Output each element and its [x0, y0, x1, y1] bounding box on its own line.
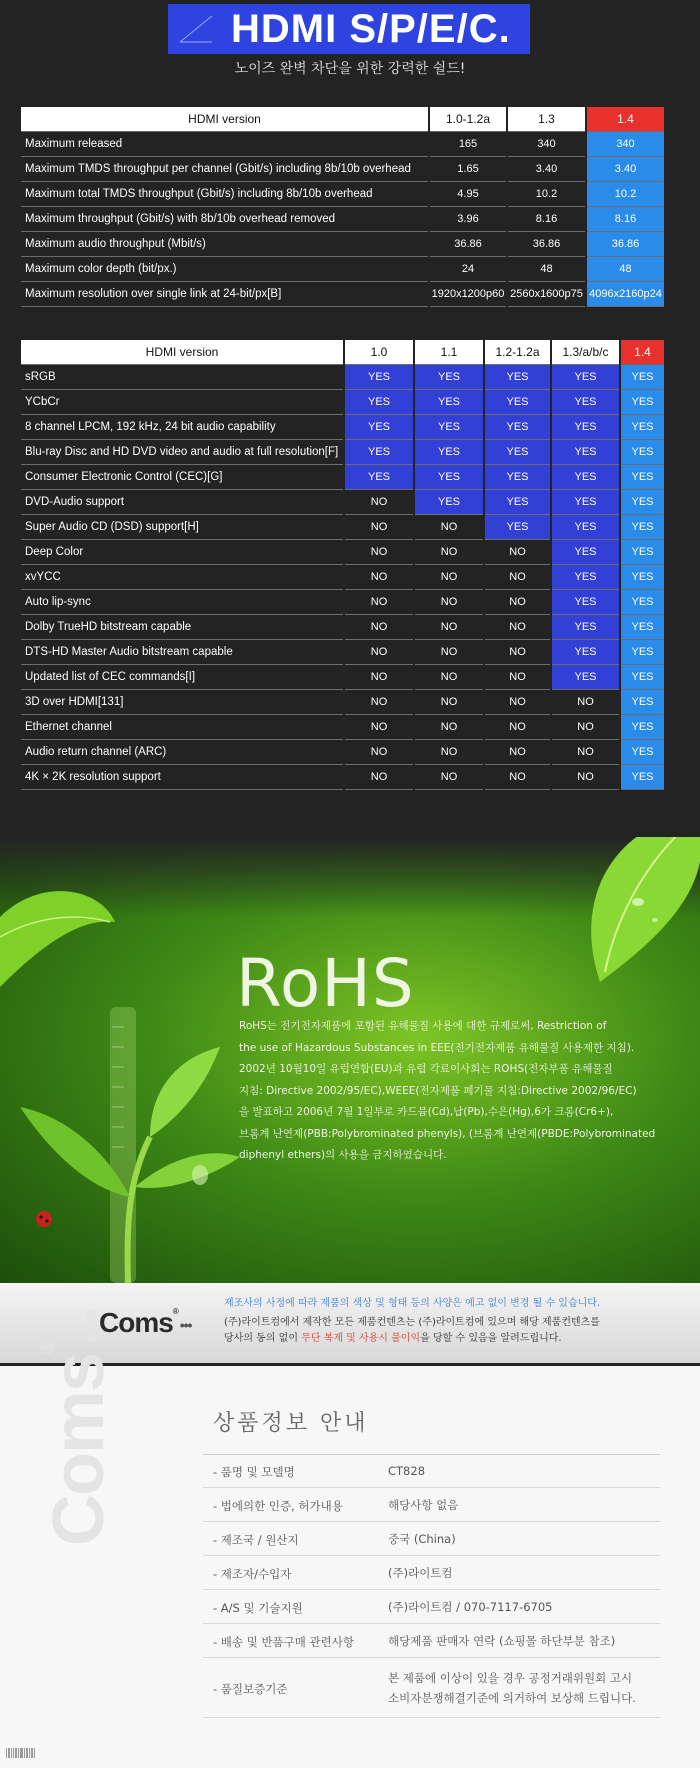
table-cell: NO [344, 739, 414, 764]
table-cell: YES [414, 414, 484, 439]
table-cell: YES [620, 439, 664, 464]
table-cell: YES [620, 539, 664, 564]
table-cell: NO [414, 689, 484, 714]
table-row [21, 714, 664, 739]
table-row [21, 489, 664, 514]
row-label: Deep Color [21, 539, 344, 564]
rohs-title: RoHS [236, 945, 415, 1022]
table-cell: YES [620, 364, 664, 389]
table-header-cell: HDMI version [21, 107, 429, 131]
table-header-cell-highlight: 1.4 [586, 107, 664, 131]
table-row [21, 231, 664, 256]
table-cell: YES [344, 364, 414, 389]
table-header-cell: 1.3 [507, 107, 586, 131]
table-cell: NO [414, 514, 484, 539]
row-label: 4K × 2K resolution support [21, 764, 344, 789]
info-value: CT828 [388, 1464, 426, 1478]
table-row [21, 564, 664, 589]
table-cell: 48 [586, 256, 664, 281]
row-label: 8 channel LPCM, 192 kHz, 24 bit audio capability [21, 414, 344, 439]
table-cell: YES [620, 639, 664, 664]
table-cell: YES [620, 714, 664, 739]
table-cell: NO [414, 564, 484, 589]
table-cell: 340 [586, 131, 664, 156]
table-cell: YES [414, 464, 484, 489]
table-cell: YES [484, 489, 551, 514]
table-row [21, 439, 664, 464]
table-row [21, 639, 664, 664]
table-cell: 10.2 [507, 181, 586, 206]
table-row [21, 689, 664, 714]
table-header-cell: 1.2-1.2a [484, 340, 551, 364]
table-cell: 48 [507, 256, 586, 281]
table-cell: 3.96 [429, 206, 507, 231]
table-cell: YES [551, 389, 620, 414]
info-row [203, 1590, 660, 1624]
table-cell: 10.2 [586, 181, 664, 206]
rohs-line: RoHS는 전기전자제품에 포함된 유해물질 사용에 대한 규제로써, Restriction of [239, 1020, 607, 1032]
table-cell: NO [414, 764, 484, 789]
table-cell: YES [620, 589, 664, 614]
barcode-icon [6, 1748, 36, 1762]
table-cell: 36.86 [586, 231, 664, 256]
watermark-dots: ••• [70, 1310, 111, 1343]
table-header-cell-highlight: 1.4 [620, 340, 664, 364]
table-header-row [21, 107, 664, 131]
table-cell: 1920x1200p60 [429, 281, 507, 306]
table-cell: 1.65 [429, 156, 507, 181]
leaf-top-right-image [560, 837, 700, 992]
row-label: Maximum color depth (bit/px.) [21, 256, 429, 281]
table-cell: NO [484, 564, 551, 589]
info-row [203, 1522, 660, 1556]
table-cell: YES [484, 364, 551, 389]
watermark-text: Coms [39, 1353, 119, 1546]
table-cell: 36.86 [507, 231, 586, 256]
table-cell: NO [344, 564, 414, 589]
table-cell: YES [620, 489, 664, 514]
info-key: - A/S 및 기술지원 [213, 1601, 303, 1615]
table-row [21, 131, 664, 156]
table-cell: NO [484, 664, 551, 689]
table-cell: YES [344, 389, 414, 414]
table-cell: NO [484, 764, 551, 789]
rohs-description [239, 1016, 679, 1167]
table-cell: NO [344, 714, 414, 739]
table-row [21, 764, 664, 789]
table-cell: NO [344, 764, 414, 789]
diagonal-line-icon [178, 14, 214, 44]
table-cell: YES [551, 664, 620, 689]
rohs-line: 을 발표하고 2006년 7월 1일부로 카드뮴(Cd),납(Pb),수은(Hg),6가 크롬(Cr6+), [239, 1106, 614, 1118]
table-cell: YES [551, 639, 620, 664]
info-value: 본 제품에 이상이 있을 경우 공정거래위원회 고시 [388, 1671, 633, 1685]
table-cell: NO [484, 739, 551, 764]
table-cell: YES [551, 539, 620, 564]
table-cell: 24 [429, 256, 507, 281]
table-row [21, 664, 664, 689]
table-row [21, 414, 664, 439]
info-value: (주)라이트컴 / 070-7117-6705 [388, 1600, 553, 1614]
notice-line-2: (주)라이트컴에서 제작한 모든 제품컨텐츠는 (주)라이트컴에 있으며 해당 제품컨텐츠를 [224, 1317, 600, 1328]
table-cell: YES [620, 764, 664, 789]
table-cell: YES [551, 514, 620, 539]
row-label: Maximum throughput (Gbit/s) with 8b/10b overhead removed [21, 206, 429, 231]
info-row [203, 1488, 660, 1522]
info-key: - 제조국 / 원산지 [213, 1533, 299, 1547]
page-title: HDMI S/P/E/C. [231, 7, 511, 51]
table-cell: NO [484, 614, 551, 639]
row-label: xvYCC [21, 564, 344, 589]
table-cell: YES [551, 464, 620, 489]
notice-warning-text: 무단 복제 및 사용시 불이익 [301, 1333, 421, 1344]
table-cell: NO [551, 764, 620, 789]
table-cell: NO [414, 589, 484, 614]
rohs-line: 지침: Directive 2002/95/EC),WEEE(전자제품 폐기물 지침:Directive 2002/96/EC) [239, 1084, 637, 1097]
table-cell: NO [344, 664, 414, 689]
row-label: Maximum audio throughput (Mbit/s) [21, 231, 429, 256]
info-key: - 배송 및 반품구매 관련사항 [213, 1635, 354, 1649]
table-cell: YES [620, 739, 664, 764]
table-cell: 36.86 [429, 231, 507, 256]
table-cell: YES [484, 414, 551, 439]
table-row [21, 281, 664, 306]
info-row [203, 1556, 660, 1590]
row-label: Ethernet channel [21, 714, 344, 739]
header [0, 0, 700, 93]
row-label: Maximum released [21, 131, 429, 156]
info-value: 중국 (China) [388, 1532, 456, 1546]
table-cell: NO [551, 739, 620, 764]
table-row [21, 539, 664, 564]
table-header-cell: 1.0-1.2a [429, 107, 507, 131]
info-key: - 법에의한 인증, 허가내용 [213, 1499, 343, 1513]
title-banner [168, 4, 530, 54]
table-cell: 165 [429, 131, 507, 156]
row-label: Audio return channel (ARC) [21, 739, 344, 764]
row-label: 3D over HDMI[131] [21, 689, 344, 714]
table-cell: NO [414, 539, 484, 564]
rohs-section [0, 837, 700, 1283]
table-cell: 4096x2160p24 [586, 281, 664, 306]
registered-mark: ® [172, 1307, 178, 1316]
table-cell: YES [620, 389, 664, 414]
row-label: Dolby TrueHD bitstream capable [21, 614, 344, 639]
coms-logo-text: Coms [99, 1307, 173, 1338]
info-value: 소비자분쟁해결기준에 의거하여 보상해 드립니다. [388, 1691, 636, 1705]
row-label: Maximum TMDS throughput per channel (Gbit/s) including 8b/10b overhead [21, 156, 429, 181]
table-cell: 8.16 [586, 206, 664, 231]
table-cell: YES [551, 414, 620, 439]
info-row [203, 1624, 660, 1658]
hdmi-feature-table [21, 340, 664, 790]
table-cell: NO [551, 689, 620, 714]
table-cell: NO [344, 589, 414, 614]
table-row [21, 514, 664, 539]
table-cell: 3.40 [507, 156, 586, 181]
notice-line-1: 제조사의 사정에 따라 제품의 색상 및 형태 등의 사양은 예고 없이 변경 될 수 있습니다. [224, 1298, 601, 1309]
table-cell: NO [414, 664, 484, 689]
rohs-line: 2002년 10월10일 유럽연합(EU)과 유럽 각료이사회는 ROHS(전자부품 유해물질 [239, 1063, 613, 1075]
table-cell: NO [344, 539, 414, 564]
table-cell: YES [551, 564, 620, 589]
table-cell: NO [344, 639, 414, 664]
table-cell: 3.40 [586, 156, 664, 181]
logo-dots: ••• [179, 1316, 192, 1333]
table-row [21, 364, 664, 389]
table-cell: NO [484, 639, 551, 664]
table-row [21, 389, 664, 414]
row-label: Maximum resolution over single link at 24-bit/px[B] [21, 281, 429, 306]
table-cell: YES [484, 439, 551, 464]
table-cell: YES [551, 364, 620, 389]
table-cell: NO [484, 714, 551, 739]
table-cell: NO [484, 539, 551, 564]
table-cell: YES [344, 414, 414, 439]
table-cell: YES [344, 464, 414, 489]
table-cell: YES [620, 664, 664, 689]
row-label: DVD-Audio support [21, 489, 344, 514]
table-row [21, 739, 664, 764]
table-cell: 2560x1600p75 [507, 281, 586, 306]
rohs-line: the use of Hazardous Substances in EEE(전기전자제품 유해물질 사용제한 지침). [239, 1041, 635, 1054]
product-info-heading: 상품정보 안내 [213, 1411, 369, 1436]
table-cell: YES [551, 439, 620, 464]
row-label: YCbCr [21, 389, 344, 414]
table-cell: NO [414, 614, 484, 639]
table-cell: YES [620, 514, 664, 539]
table-cell: YES [414, 439, 484, 464]
table-cell: YES [484, 389, 551, 414]
table-cell: YES [484, 464, 551, 489]
table-cell: 8.16 [507, 206, 586, 231]
rohs-line: 브롬계 난연제(PBB:Polybrominated phenyls), (브롬계 난연제(PBDE:Polybrominated [239, 1127, 656, 1140]
table-cell: 340 [507, 131, 586, 156]
table-cell: YES [551, 614, 620, 639]
table-cell: YES [414, 489, 484, 514]
table-cell: NO [484, 689, 551, 714]
table-row [21, 181, 664, 206]
info-value: (주)라이트컴 [388, 1566, 453, 1580]
info-key: - 품질보증기준 [213, 1682, 288, 1696]
table-cell: YES [551, 489, 620, 514]
info-key: - 품명 및 모델명 [213, 1465, 295, 1479]
table-row [21, 589, 664, 614]
watermark-reg: ® [38, 1342, 58, 1354]
row-label: Maximum total TMDS throughput (Gbit/s) including 8b/10b overhead [21, 181, 429, 206]
table-cell: NO [414, 639, 484, 664]
notice-text: 당사의 동의 없이 [224, 1333, 302, 1344]
table-row [21, 156, 664, 181]
table-row [21, 464, 664, 489]
table-cell: NO [344, 489, 414, 514]
table-header-cell: 1.3/a/b/c [551, 340, 620, 364]
table-cell: YES [551, 589, 620, 614]
table-header-cell: 1.0 [344, 340, 414, 364]
row-label: Blu-ray Disc and HD DVD video and audio at full resolution[F] [21, 439, 344, 464]
row-label: Super Audio CD (DSD) support[H] [21, 514, 344, 539]
info-key: - 제조자/수입자 [213, 1567, 292, 1581]
coms-watermark-logo [38, 1311, 120, 1546]
notice-line-3 [224, 1329, 562, 1344]
table-header-cell: 1.1 [414, 340, 484, 364]
table-cell: NO [414, 739, 484, 764]
table-row [21, 614, 664, 639]
table-cell: NO [414, 714, 484, 739]
table-cell: 4.95 [429, 181, 507, 206]
table-cell: YES [344, 439, 414, 464]
table-cell: NO [484, 589, 551, 614]
table-header-cell: HDMI version [21, 340, 344, 364]
hdmi-throughput-table [21, 107, 664, 307]
row-label: sRGB [21, 364, 344, 389]
info-row [203, 1658, 660, 1718]
table-cell: NO [344, 614, 414, 639]
notice-text: 을 당할 수 있음을 알려드립니다. [420, 1333, 562, 1344]
table-row [21, 206, 664, 231]
table-cell: NO [344, 689, 414, 714]
table-cell: YES [414, 364, 484, 389]
row-label: Updated list of CEC commands[I] [21, 664, 344, 689]
info-value: 해당사항 없음 [388, 1498, 459, 1512]
table-header-row [21, 340, 664, 364]
page-subtitle: 노이즈 완벽 차단을 위한 강력한 쉴드! [234, 61, 466, 77]
table-cell: YES [620, 564, 664, 589]
table-cell: YES [620, 464, 664, 489]
info-row [203, 1455, 660, 1488]
table-cell: YES [620, 689, 664, 714]
table-cell: YES [620, 614, 664, 639]
plant-image [0, 987, 240, 1283]
row-label: DTS-HD Master Audio bitstream capable [21, 639, 344, 664]
table-cell: NO [344, 514, 414, 539]
table-row [21, 256, 664, 281]
row-label: Consumer Electronic Control (CEC)[G] [21, 464, 344, 489]
water-droplet-image [180, 1157, 220, 1193]
rohs-line: diphenyl ethers)의 사용을 금지하였습니다. [239, 1149, 447, 1161]
table-cell: NO [551, 714, 620, 739]
row-label: Auto lip-sync [21, 589, 344, 614]
table-cell: YES [484, 514, 551, 539]
info-value: 해당제품 판매자 연락 (쇼핑몰 하단부분 참조) [388, 1634, 616, 1648]
table-cell: YES [620, 414, 664, 439]
table-cell: YES [414, 389, 484, 414]
